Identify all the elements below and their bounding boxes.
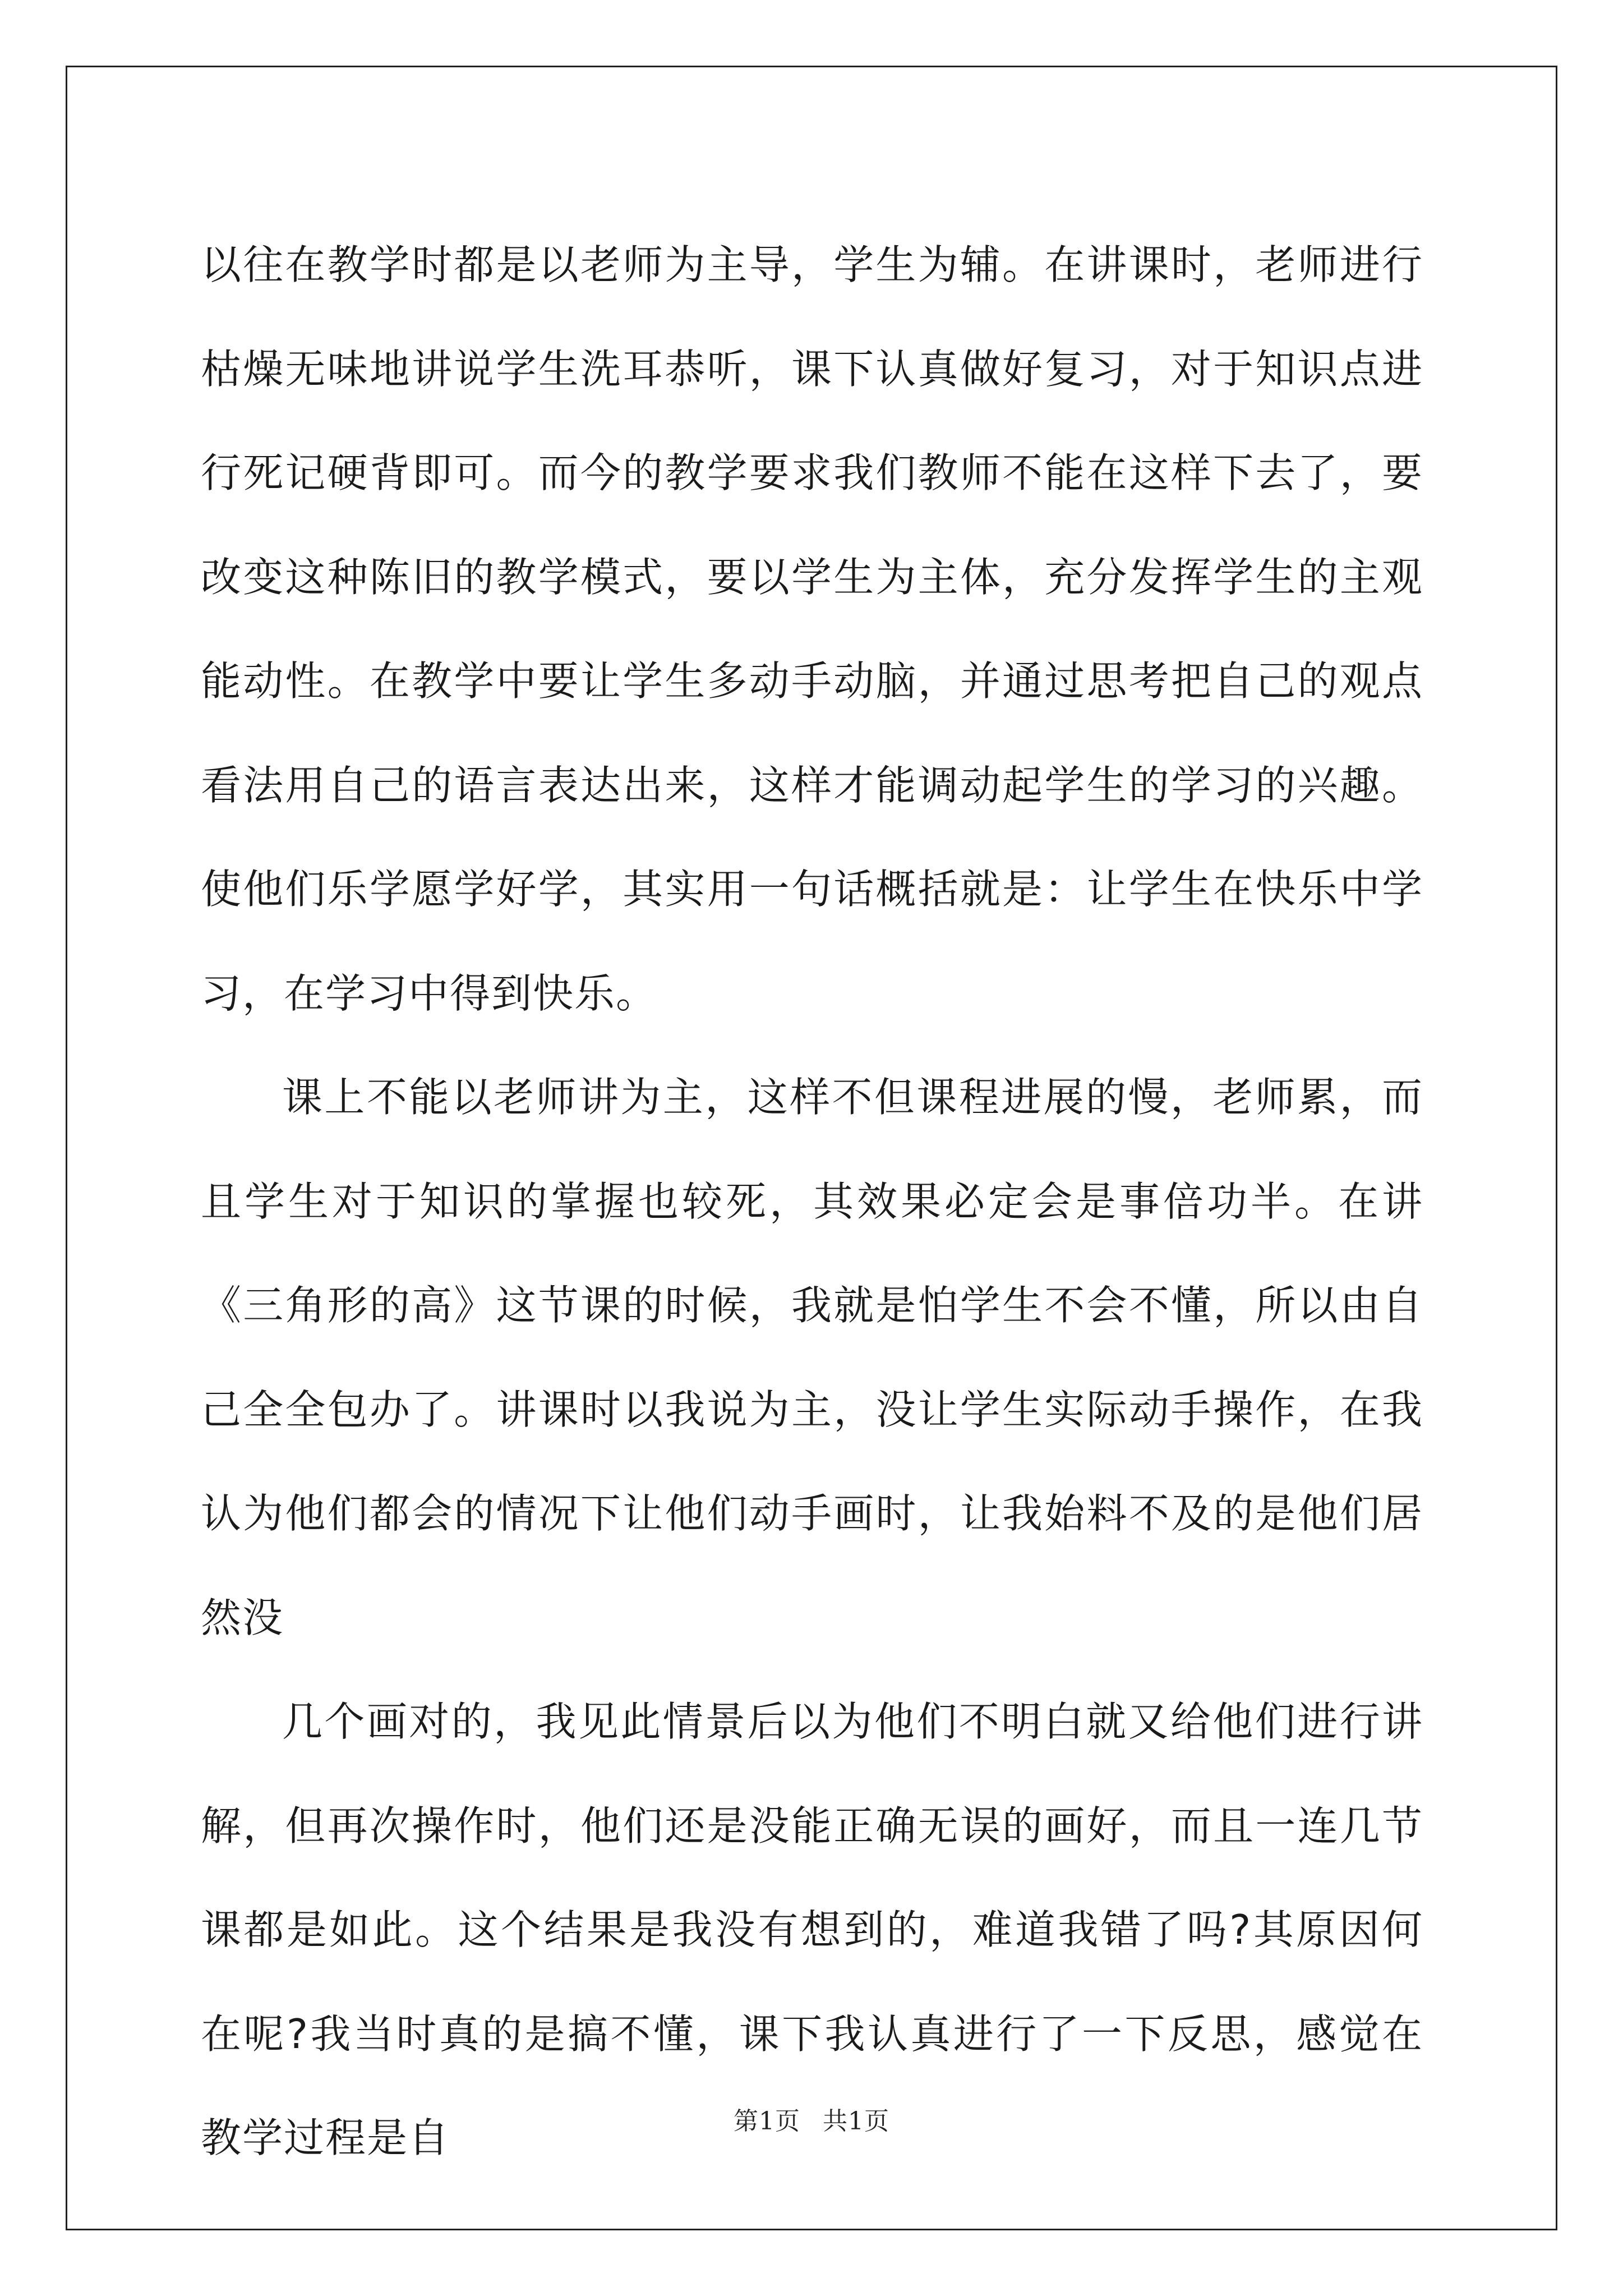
paragraph-3: 几个画对的，我见此情景后以为他们不明白就又给他们进行讲解，但再次操作时，他们还是没能正确无误的画好，而且一连几节课都是如此。这个结果是我没有想到的，难道我错了吗?其原因何在呢?我当时真的是搞不懂，课下我认真进行了一下反思，感觉在教学过程是自 [201,1698,1423,2161]
page-footer [0,2101,1623,2137]
paragraph-2: 课上不能以老师讲为主，这样不但课程进展的慢，老师累，而且学生对于知识的掌握也较死，其效果必定会是事倍功半。在讲《三角形的高》这节课的时候，我就是怕学生不会不懂，所以由自己全全包办了。讲课时以我说为主，没让学生实际动手操作，在我认为他们都会的情况下让他们动手画时，让我始料不及的是他们居然没 [201,1074,1423,1641]
page-number-total: 共1页 [823,2107,889,2136]
document-body [201,213,1423,2191]
page-number-current: 第1页 [734,2107,800,2136]
paragraph-1: 以往在教学时都是以老师为主导，学生为辅。在讲课时，老师进行枯燥无味地讲说学生洗耳恭听，课下认真做好复习，对于知识点进行死记硬背即可。而今的教学要求我们教师不能在这样下去了，要改变这种陈旧的教学模式，要以学生为主体，充分发挥学生的主观能动性。在教学中要让学生多动手动脑，并通过思考把自己的观点看法用自己的语言表达出来，这样才能调动起学生的学习的兴趣。使他们乐学愿学好学，其实用一句话概括就是：让学生在快乐中学习，在学习中得到快乐。 [201,241,1423,1017]
